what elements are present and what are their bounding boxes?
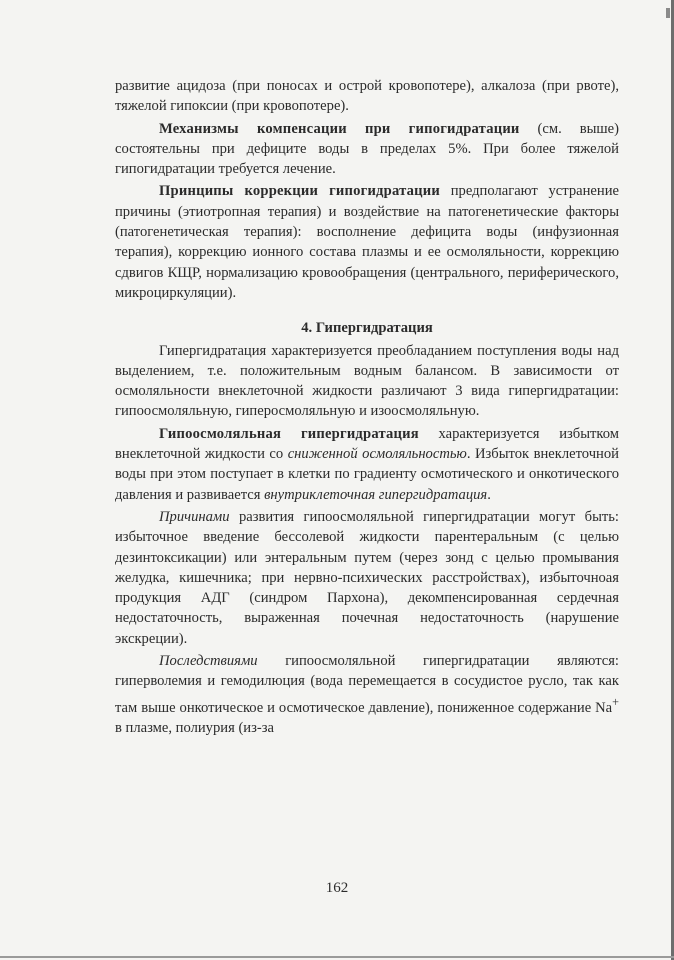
hypoosmolal-text-a: характеризуется избытком внеклеточной жидкости со xyxy=(115,425,619,463)
hypoosmolal-italic-2: внутриклеточная гипергидратация xyxy=(264,486,488,503)
section-heading: 4. Гипергидратация xyxy=(301,320,433,337)
paragraph-compensation xyxy=(115,119,619,180)
consequences-term: Последствиями xyxy=(159,653,258,670)
sodium-superscript: + xyxy=(612,694,619,709)
hypoosmolal-text-b: . Избыток внеклеточной воды при этом поступает в клетки по градиенту осмотического и онкотического давления и развивается xyxy=(115,446,619,503)
paragraph-correction xyxy=(115,181,619,303)
page-number: 162 xyxy=(325,880,349,896)
compensation-term: Механизмы компенсации при гипогидратации xyxy=(159,120,520,137)
paragraph-consequences xyxy=(115,651,619,738)
paragraph-hyperhydration: Гипергидратация характеризуется преобладанием поступления воды над выделением, т.е. положительным водным балансом. В зависимости от осмоляльности внеклеточной жидкости различают 3 вида гипергидратации: гипоосмоляльную, гиперосмоляльную и изоосмоляльную. xyxy=(115,342,619,420)
causes-term: Причинами xyxy=(159,508,230,525)
scan-bottom-edge xyxy=(0,956,674,958)
paragraph-hypoosmolal xyxy=(115,424,619,505)
consequences-text-b: в плазме, полиурия (из-за xyxy=(115,719,274,736)
consequences-text-a: гипоосмоляльной гипергидратации являются: гиперволемия и гемодилюция (вода перемещается в сосудистое русло, так как там выше онкотическое и осмотическое давление), пониженное содержание Na xyxy=(115,653,619,716)
paragraph-causes xyxy=(115,507,619,649)
hypoosmolal-term: Гипоосмоляльная гипергидратация xyxy=(159,425,419,442)
causes-text: развития гипоосмоляльной гипергидратации могут быть: избыточное введение бессолевой жидкости парентеральным (с целью дезинтоксикации) или энтеральным путем (через зонд с целью промывания желудка, кишечника; при нервно-психических расстройствах), избыточноая продукция АДГ (синдром Пархона), декомпенсированная сердечная недостаточность, выраженная почечная недостаточность (нарушение экскреции). xyxy=(115,508,619,647)
hypoosmolal-italic-1: сниженной осмоляльностью xyxy=(287,446,467,463)
paragraph-1: развитие ацидоза (при поносах и острой кровопотере), алкалоза (при рвоте), тяжелой гипоксии (при кровопотере). xyxy=(115,78,619,115)
body-text xyxy=(115,76,619,738)
correction-term: Принципы коррекции гипогидратации xyxy=(159,183,440,200)
correction-text: предполагают устранение причины (этиотропная терапия) и воздействие на патогенетические факторы (патогенетическая терапия): восполнение дефицита воды (инфузионная терапия), коррекцию ионного состава плазмы и ее осмоляльности, коррекцию сдвигов КЩР, нормализацию кровообращения (центрального, периферического, микроциркуляции). xyxy=(115,183,619,301)
hypoosmolal-text-c: . xyxy=(487,486,491,503)
compensation-text: (см. выше) состоятельны при дефиците воды в пределах 5%. При более тяжелой гипогидратации требуется лечение. xyxy=(115,120,619,178)
scan-edge-mark xyxy=(666,8,670,18)
